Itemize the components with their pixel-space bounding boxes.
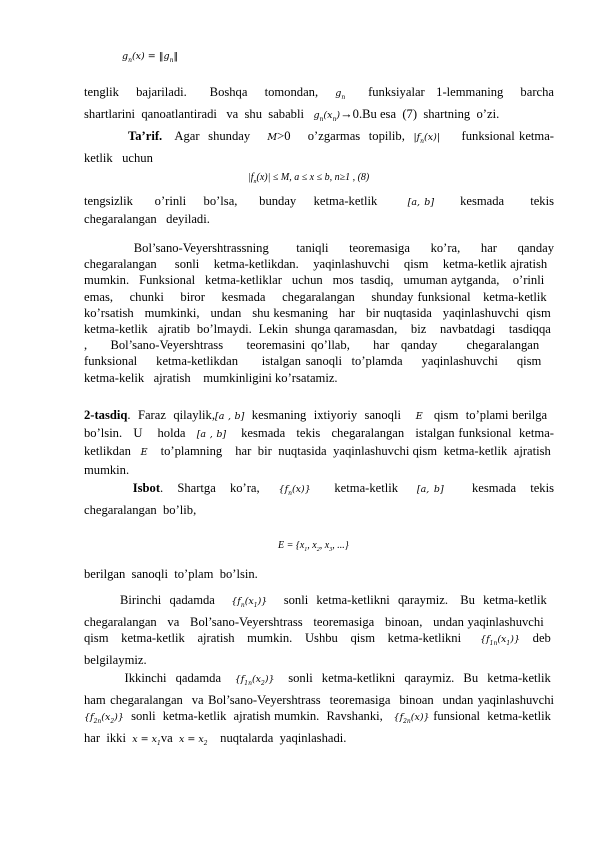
- formula-8: $|f_n(x)| \le M$, a ≤ x ≤ b, n≥1 , (8): [248, 172, 370, 185]
- definition-paragraph: Ta’rif. Agar shunday M>0 o’zgarmas topilib, $|f_n(x)|$ funksional ketma-ketlik uchun: [84, 129, 554, 166]
- proof-title: Isbot: [132, 481, 161, 495]
- definition-title: Ta’rif.: [128, 129, 163, 143]
- proof-paragraph: Isbot. Shartga ko’ra, $\{f_n(x)\}$ ketma-ketlik [a, b] kesmada tekis chegaralangan bo’lib,: [84, 481, 554, 518]
- paragraph-8: Birinchi qadamda $\{f_n(x_1)\}$ sonli ketma-ketlikni qaraymiz. Bu ketma-ketlik chegaralangan va Bol’sano-Veyershtrass teoremasiga binoan, undan yaqinlashuvchi qism ketma-ketlik ajratish mumkin. Ushbu qism ketma-ketlikni $\{f_{1n}(x_1)\}$ deb belgilaymiz.: [84, 593, 554, 668]
- paragraph-1: tenglik bajariladi. Boshqa tomondan, $g_n$ funksiyalar 1-lemmaning barcha shartlarini qanoatlantiradi va shu sababli $g_n(x_n)\to 0.Bu$ esa (7) shartning o’zi.: [84, 85, 554, 123]
- lemma-title: 2-tasdiq: [84, 408, 128, 422]
- lemma-paragraph: 2-tasdiq. Faraz qilaylik,[a , b] kesmaning ixtiyoriy sanoqli E qism to’plami berilga bo’lsin. U holda [a , b] kesmada tekis chegaralangan istalgan funksional ketma-ketlikdan E to’plamning har bir nuqtasida yaqinlashuvchi qism ketma-ketlik ajratish mumkin.: [84, 408, 554, 477]
- top-formula: $g_n(x)$ = $‖g_n‖$: [122, 51, 179, 64]
- set-E-formula: $E = \{x_1$, $x_2$, $x_3$, ...}: [278, 540, 349, 553]
- paragraph-3: tengsizlik o’rinli bo’lsa, bunday ketma-ketlik [a, b] kesmada tekis chegaralangan deyiladi.: [84, 194, 554, 227]
- paragraph-7: berilgan sanoqli to’plam bo’lsin.: [84, 567, 258, 581]
- paragraph-4: Bol’sano-Veyershtrassning taniqli teoremasiga ko’ra, har qanday chegaralangan sonli ketma-ketlikdan. yaqinlashuvchi qism ketma-ketlik ajratish mumkin. Funksional ketma-ketliklar uchun mos tasdiq, umuman aytganda, o’rinli emas, chunki biror kesmada chegaralangan shunday funksional ketma-ketlik ko’rsatish mumkinki, undan shu kesmaning har bir nuqtasida yaqinlashuvchi qism ketma-ketlik ajratib bo’lmaydi. Lekin shunga qaramasdan, biz navbatdagi tasdiqqa , Bol’sano-Veyershtrass teoremasini qo’llab, har qanday chegaralangan funksional ketma-ketlikdan istalgan sanoqli to’plamda yaqinlashuvchi qism ketma-kelik ajratish mumkinligini ko’rsatamiz.: [84, 241, 554, 385]
- paragraph-9: Ikkinchi qadamda $\{f_{1n}(x_2)\}$ sonli ketma-ketlikni qaraymiz. Bu ketma-ketlik ham chegaralangan va Bol’sano-Veyershtrass teoremasiga binoan undan yaqinlashuvchi $\{f_{2n}(x_2)\}$ sonli ketma-ketlik ajratish mumkin. Ravshanki, $\{f_{2n}(x)\}$ funsional ketma-ketlik har ikki $x = x_1va$ $x = x_2$ nuqtalarda yaqinlashadi.: [84, 671, 555, 748]
